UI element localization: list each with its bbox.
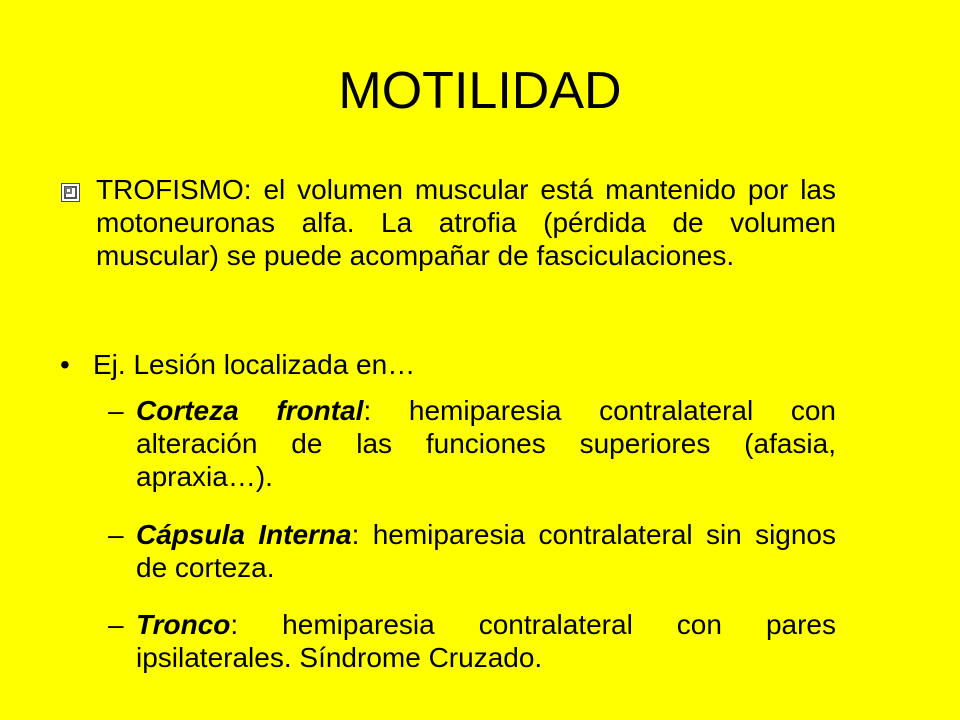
slide-title: MOTILIDAD — [338, 62, 622, 120]
sub-item-corteza-frontal — [136, 394, 836, 493]
sub-item-text: : hemiparesia contralateral sin signos de corteza. — [136, 519, 837, 583]
trofismo-paragraph: TROFISMO: el volumen muscular está mantenido por las motoneuronas alfa. La atrofia (pérdida de volumen muscular) se puede acompañar de fasciculaciones. — [96, 174, 836, 271]
dash-bullet: – — [108, 519, 124, 550]
concentric-square-bullet-icon — [61, 183, 80, 202]
example-lesion-heading: Ej. Lesión localizada en… — [93, 349, 416, 380]
sub-item-capsula-interna — [136, 518, 836, 584]
sub-item-term: Cápsula Interna — [136, 519, 352, 550]
sub-item-tronco — [136, 608, 836, 674]
round-bullet: • — [60, 349, 70, 380]
dash-bullet: – — [108, 609, 124, 640]
sub-item-text: : hemiparesia contralateral con alteración de las funciones superiores (afasia, apraxia…). — [136, 395, 836, 492]
sub-item-term: Tronco — [136, 609, 231, 640]
sub-item-term: Corteza frontal — [136, 395, 364, 426]
dash-bullet: – — [108, 395, 124, 426]
sub-item-text: : hemiparesia contralateral con pares ipsilaterales. Síndrome Cruzado. — [136, 609, 836, 673]
bullet-core-square — [65, 187, 72, 194]
